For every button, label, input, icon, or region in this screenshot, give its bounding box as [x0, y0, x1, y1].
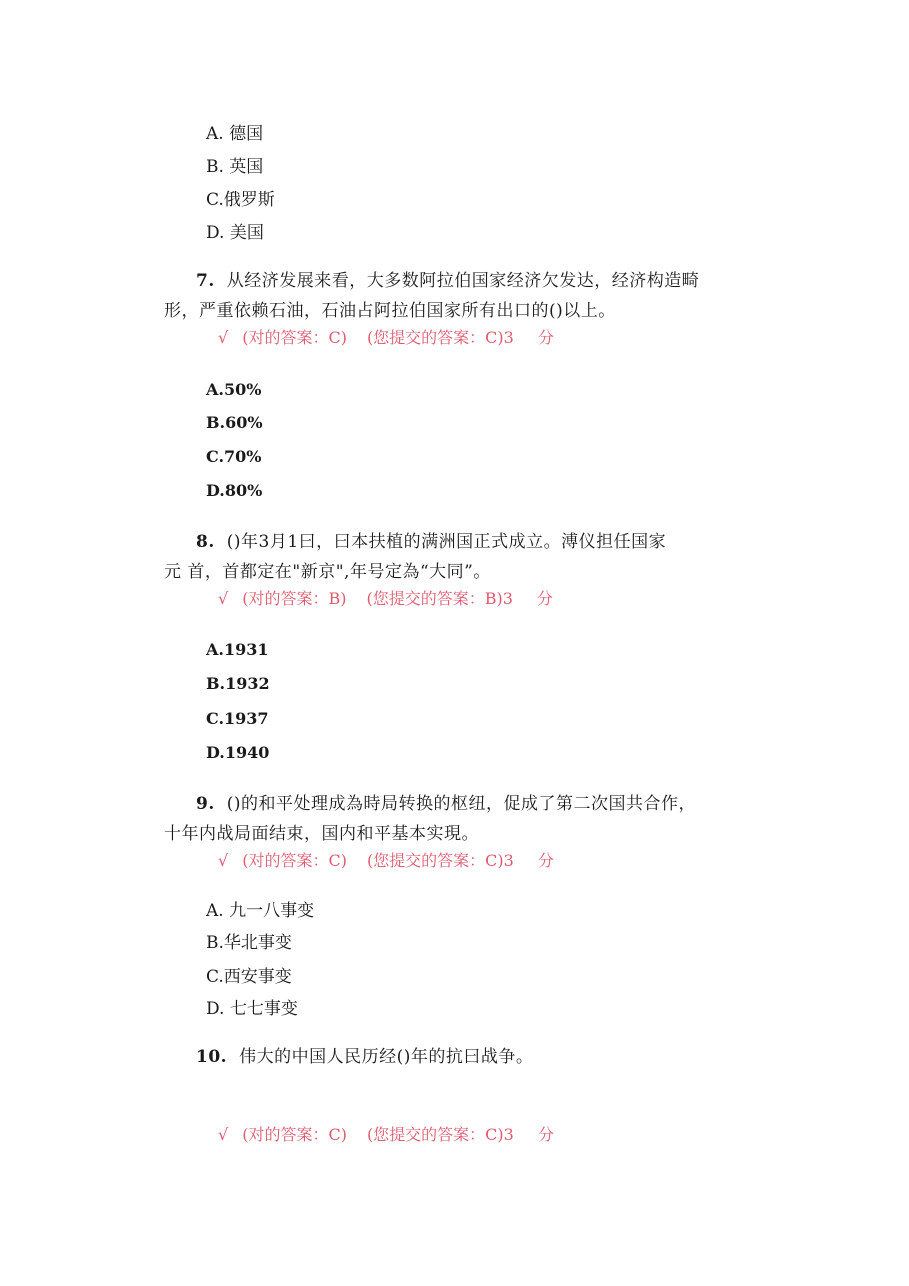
option-b: B. 英国 — [206, 157, 264, 177]
option-d: D.1940 — [206, 743, 270, 762]
answer-feedback — [218, 1125, 554, 1145]
answer-feedback — [218, 589, 553, 609]
option-c: C.70% — [206, 447, 262, 466]
submitted-answer: (您提交的答案：C)3 — [366, 328, 514, 347]
question-line-1: 伟大的中国人民历经()年的抗曰战争。 — [239, 1047, 534, 1067]
option-d: D. 美国 — [206, 223, 264, 243]
question-text — [164, 266, 699, 326]
option-d: D.80% — [206, 481, 263, 500]
question-number: 8. — [196, 532, 215, 552]
option-d: D. 七七事变 — [206, 999, 298, 1019]
question-number: 7. — [196, 271, 215, 291]
option-c: C.1937 — [206, 709, 269, 728]
check-icon: √ — [218, 1125, 229, 1144]
option-a: A. 九一八事变 — [206, 901, 315, 921]
submitted-answer: (您提交的答案：C)3 — [366, 851, 514, 870]
check-icon: √ — [218, 851, 229, 870]
option-b: B.华北事变 — [206, 933, 292, 953]
option-b: B.1932 — [206, 674, 270, 693]
correct-answer: (对的答案：C) — [242, 328, 347, 347]
correct-answer: (对的答案：C) — [242, 851, 347, 870]
question-text — [164, 1042, 533, 1072]
correct-answer: (对的答案：C) — [242, 1125, 347, 1144]
submitted-answer: (您提交的答案：B)3 — [366, 589, 513, 608]
question-line-1: ()的和平处理成為時局转换的枢纽，促成了第二次国共合作， — [226, 794, 697, 814]
question-line-1: 从经济发展来看，大多数阿拉伯国家经济欠发达，经济构造畸 — [226, 271, 700, 291]
points-label: 分 — [537, 328, 554, 347]
question-text — [164, 527, 666, 587]
question-line-1: ()年3月1曰，曰本扶植的满洲国正式成立。溥仪担任国家 — [226, 532, 667, 552]
option-a: A. 德国 — [206, 124, 264, 144]
question-text — [164, 789, 696, 849]
answer-feedback — [218, 328, 554, 348]
points-label: 分 — [537, 851, 554, 870]
option-b: B.60% — [206, 413, 263, 432]
question-number: 10. — [196, 1047, 228, 1067]
question-line-2: 十年内战局面结束，国内和平基本实現。 — [164, 824, 479, 844]
option-a: A.1931 — [206, 640, 269, 659]
question-line-2: 形，严重依赖石油，石油占阿拉伯国家所有出口的()以上。 — [164, 301, 616, 321]
question-line-2: 元 首，首都定在"新京",年号定為“大同”。 — [164, 562, 491, 582]
option-a: A.50% — [206, 380, 262, 399]
check-icon: √ — [218, 589, 229, 608]
option-c: C.西安事变 — [206, 967, 292, 987]
points-label: 分 — [537, 1125, 554, 1144]
submitted-answer: (您提交的答案：C)3 — [366, 1125, 514, 1144]
question-number: 9. — [196, 794, 215, 814]
correct-answer: (对的答案：B) — [242, 589, 347, 608]
points-label: 分 — [536, 589, 553, 608]
check-icon: √ — [218, 328, 229, 347]
answer-feedback — [218, 851, 554, 871]
option-c: C.俄罗斯 — [206, 190, 275, 210]
